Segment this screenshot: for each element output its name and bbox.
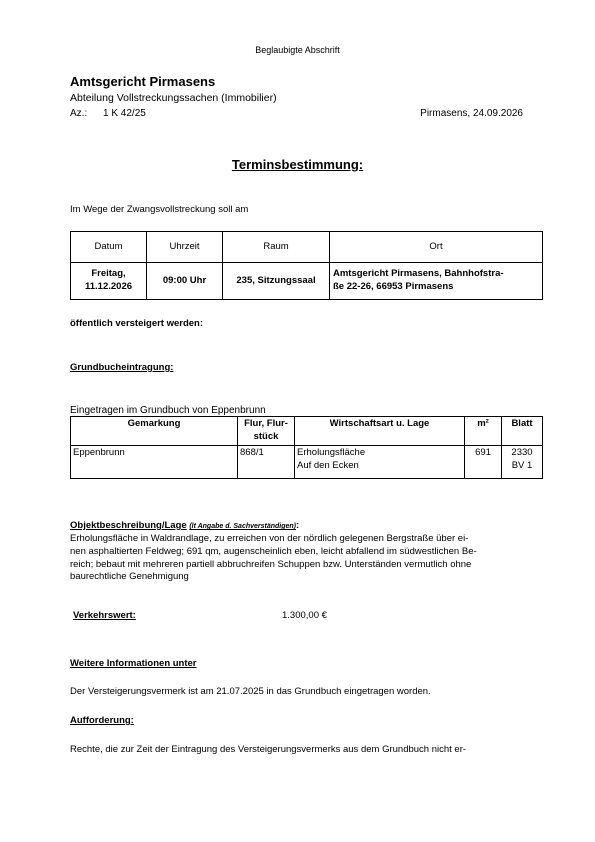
appointment-table-header — [71, 232, 543, 263]
header-ort: Ort — [330, 232, 543, 263]
more-info-heading: Weitere Informationen unter — [70, 658, 197, 669]
appointment-place-line2: ße 22-26, 66953 Pirmasens — [333, 281, 454, 292]
appointment-date — [71, 263, 147, 300]
header-uhrzeit: Uhrzeit — [147, 232, 223, 263]
cell-blatt — [502, 446, 543, 479]
appointment-place-line1: Amtsgericht Pirmasens, Bahnhofstra- — [333, 268, 504, 280]
certified-copy-note: Beglaubigte Abschrift — [255, 45, 340, 55]
header-flur-line1: Flur, Flur- — [244, 418, 288, 429]
appointment-room: 235, Sitzungssaal — [223, 263, 330, 300]
header-datum: Datum — [71, 232, 147, 263]
place-date: Pirmasens, 24.09.2026 — [420, 108, 523, 119]
land-register-table — [70, 416, 543, 479]
appointment-date-value: 11.12.2026 — [84, 281, 133, 292]
land-register-heading: Grundbucheintragung: — [70, 362, 174, 373]
cell-wirtschaftsart-line2: Auf den Ecken — [297, 459, 359, 471]
header-flur-line2: stück — [253, 430, 279, 442]
header-qm: m² — [465, 417, 502, 446]
object-description-text — [70, 533, 544, 584]
appointment-time: 09:00 Uhr — [147, 263, 223, 300]
cell-blatt-line2: BV 1 — [511, 459, 533, 471]
cell-flur: 868/1 — [238, 446, 295, 479]
appointment-table — [70, 231, 543, 300]
court-department: Abteilung Vollstreckungssachen (Immobilier) — [70, 92, 277, 104]
header-blatt: Blatt — [502, 417, 543, 446]
appointment-table-row — [71, 263, 543, 300]
rights-text: Rechte, die zur Zeit der Eintragung des Versteigerungsvermerks aus dem Grundbuch nicht er- — [70, 744, 467, 755]
cell-qm: 691 — [465, 446, 502, 479]
object-description-line: Erholungsfläche in Waldrandlage, zu erreichen von der nördlich gelegenen Bergstraße über ei- — [70, 533, 469, 544]
market-value-amount: 1.300,00 € — [282, 610, 327, 621]
object-description-heading-text: Objektbeschreibung/Lage — [70, 520, 187, 531]
document-title: Terminsbestimmung: — [231, 157, 364, 172]
land-register-header — [71, 417, 543, 446]
file-number-value: 1 K 42/25 — [103, 108, 146, 119]
object-description-heading-note: (lt Angabe d. Sachverständigen) — [189, 523, 297, 530]
header-gemarkung: Gemarkung — [71, 417, 238, 446]
object-description-line: reich; bebaut mit mehreren partiell abbruchreifen Schuppen bzw. Unterständen vermutlich ohne — [70, 558, 472, 570]
header-wirtschaftsart: Wirtschaftsart u. Lage — [295, 417, 465, 446]
header-flur — [238, 417, 295, 446]
object-description-heading — [70, 520, 299, 533]
cell-wirtschaftsart — [295, 446, 465, 479]
cell-gemarkung: Eppenbrunn — [71, 446, 238, 479]
header-raum: Raum — [223, 232, 330, 263]
file-number-label: Az.: — [70, 108, 88, 119]
land-register-caption: Eingetragen im Grundbuch von Eppenbrunn — [70, 405, 266, 416]
intro-text: Im Wege der Zwangsvollstreckung soll am — [70, 204, 249, 215]
cell-wirtschaftsart-line1: Erholungsfläche — [297, 447, 366, 458]
market-value-label: Verkehrswert: — [73, 610, 136, 621]
cell-blatt-line1: 2330 — [511, 447, 533, 458]
object-description-line: nen asphaltierten Feldweg; 691 qm, augenscheinlich eben, leicht abfallend im südwestlichen Be- — [70, 545, 477, 557]
object-description-heading-colon: : — [296, 520, 300, 531]
auction-note-text: Der Versteigerungsvermerk ist am 21.07.2025 in das Grundbuch eingetragen worden. — [70, 686, 431, 697]
object-description-line: baurechtliche Genehmigung — [70, 571, 189, 583]
appointment-place — [330, 263, 543, 300]
request-heading: Aufforderung: — [70, 715, 134, 726]
court-name: Amtsgericht Pirmasens — [70, 74, 216, 89]
auction-statement: öffentlich versteigert werden: — [70, 318, 204, 329]
land-register-row — [71, 446, 543, 479]
appointment-weekday: Freitag, — [91, 268, 126, 280]
